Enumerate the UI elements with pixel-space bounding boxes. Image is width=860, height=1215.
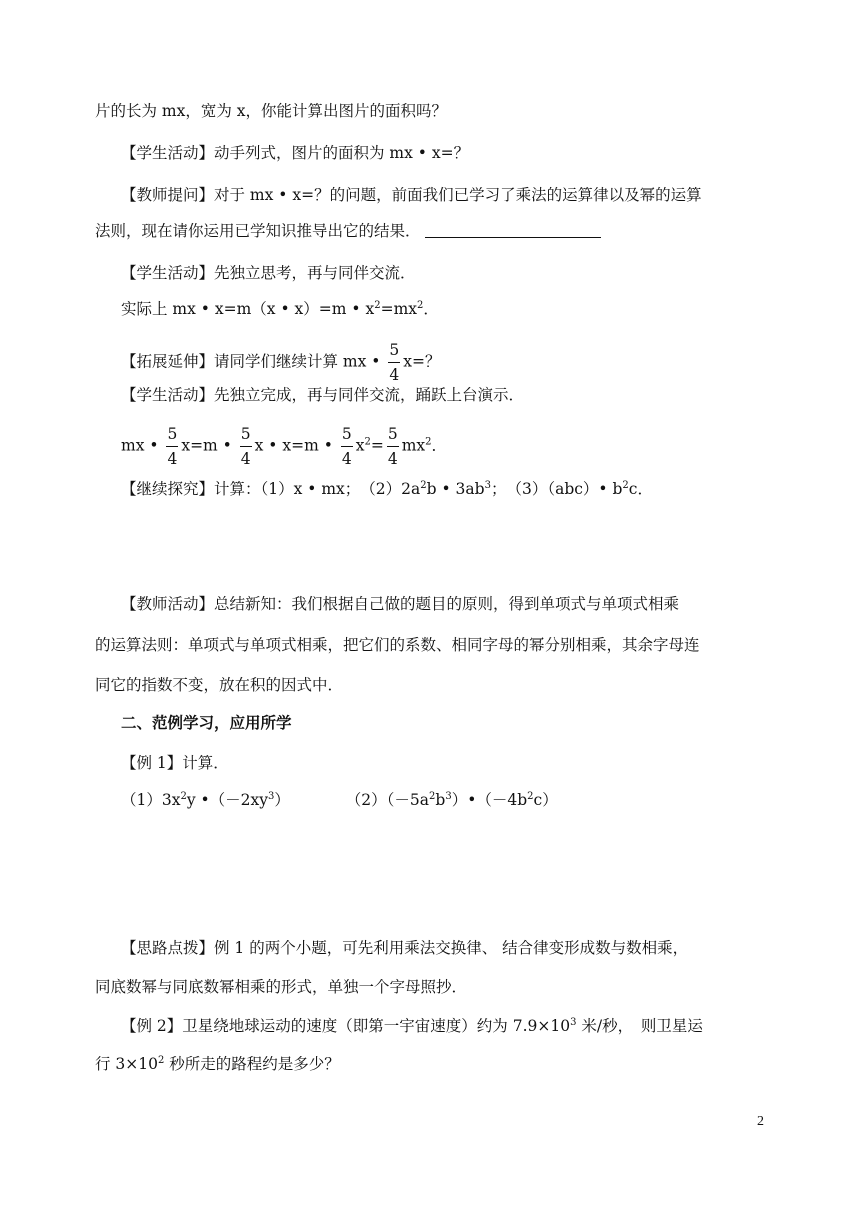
calculation-line [121, 424, 447, 469]
calc-text-b: x=m • [181, 436, 232, 455]
exponent: 3 [445, 791, 452, 802]
extension-text-a: 【拓展延伸】请同学们继续计算 mx • [121, 352, 381, 371]
exponent: 2 [429, 791, 436, 802]
teacher-question-line-2 [95, 220, 601, 242]
extension-line [121, 340, 440, 385]
hint-line-2: 同底数幂与同底数幂相乘的形式，单独一个字母照抄． [95, 978, 468, 996]
answer-blank [425, 223, 601, 238]
exponent: 2 [364, 436, 371, 448]
problem-1: $(1)3x^2y$ $•(-2xy^3)$ [121, 791, 290, 809]
explore-text-d: c． [628, 480, 653, 498]
calc-text-g: ． [431, 436, 448, 455]
paragraph-intro: 片的长为 mx，宽为 x，你能计算出图片的面积吗？ [95, 102, 448, 120]
calc-text-d: x [355, 436, 365, 455]
fraction-numerator: 5 [387, 424, 399, 447]
derivation-text-c: ． [423, 300, 439, 318]
exponent: 3 [484, 480, 491, 491]
fraction [387, 424, 399, 469]
fraction-denominator: 4 [240, 450, 251, 468]
calc-text-a: mx • [121, 436, 159, 455]
fraction-numerator: 5 [388, 340, 400, 363]
continued-exploration [121, 478, 653, 500]
teacher-question-text: 法则，现在请你运用已学知识推导出它的结果． [95, 222, 421, 240]
extension-text-b: x=？ [403, 352, 441, 371]
exponent: 2 [374, 300, 381, 311]
page-number: 2 [757, 1114, 764, 1129]
derivation-text-b: =mx [380, 300, 418, 318]
student-activity-3: 【学生活动】先独立完成，再与同伴交流，踊跃上台演示． [121, 386, 525, 404]
calc-text-e: = [370, 436, 384, 455]
exponent: 2 [180, 791, 187, 802]
problem-2: $(2)(-5a^2b^3)•(-4b^2c)$ [345, 791, 558, 809]
exponent: 2 [420, 480, 427, 491]
fraction-numerator: 5 [240, 424, 252, 447]
fraction [166, 424, 178, 469]
teacher-activity-line-1: 【教师活动】总结新知：我们根据自己做的题目的原则，得到单项式与单项式相乘 [121, 595, 680, 613]
derivation-line [121, 298, 439, 320]
exponent: 2 [527, 791, 534, 802]
student-activity-2: 【学生活动】先独立思考，再与同伴交流． [121, 264, 416, 282]
teacher-activity-line-3: 同它的指数不变，放在积的因式中． [95, 676, 344, 694]
fraction [240, 424, 252, 469]
exponent: 2 [158, 1055, 165, 1066]
fraction-denominator: 4 [387, 450, 398, 468]
fraction-denominator: 4 [341, 450, 352, 468]
exponent: 2 [417, 300, 424, 311]
example-2-line-2: 行 $3\times 10^2$ 秒所走的路程约是多少？ [95, 1055, 340, 1073]
hint-line-1: 【思路点拨】例 1 的两个小题，可先利用乘法交换律、 结合律变形成数与数相乘， [121, 939, 689, 957]
exponent: 3 [268, 791, 275, 802]
exponent: 3 [570, 1017, 577, 1028]
teacher-question-line-1: 【教师提问】对于 mx • x=？的问题，前面我们已学习了乘法的运算律以及幂的运算 [121, 186, 702, 204]
derivation-text-a: 实际上 mx • x=m（x • x）=m • x [121, 300, 375, 318]
calc-text-c: x • x=m • [254, 436, 333, 455]
fraction-denominator: 4 [389, 366, 400, 384]
fraction-numerator: 5 [341, 424, 353, 447]
fraction-numerator: 5 [166, 424, 178, 447]
section-heading: 二、范例学习，应用所学 [121, 713, 292, 732]
explore-text-c: ； （3）（abc）• b [490, 480, 623, 498]
student-activity-1: 【学生活动】动手列式，图片的面积为 mx • x=？ [121, 144, 470, 162]
exponent: 2 [622, 480, 629, 491]
teacher-activity-line-2: 的运算法则：单项式与单项式相乘，把它们的系数、相同字母的幂分别相乘，其余字母连 [95, 636, 700, 654]
fraction [341, 424, 353, 469]
fraction-denominator: 4 [167, 450, 178, 468]
calc-text-f: mx [401, 436, 426, 455]
example-1-problems [121, 789, 558, 811]
explore-text-b: b • 3ab [426, 480, 485, 498]
fraction [388, 340, 400, 385]
example-1-title: 【例 1】计算． [121, 754, 229, 772]
exponent: 2 [425, 436, 432, 448]
example-2-line-1: 【例 2】卫星绕地球运动的速度（即第一宇宙速度）约为 $7.9\times 10^3$ 米/秒， 则卫星运 [121, 1017, 703, 1035]
explore-text-a: 【继续探究】计算：（1）x • mx； （2）2a [121, 480, 421, 498]
